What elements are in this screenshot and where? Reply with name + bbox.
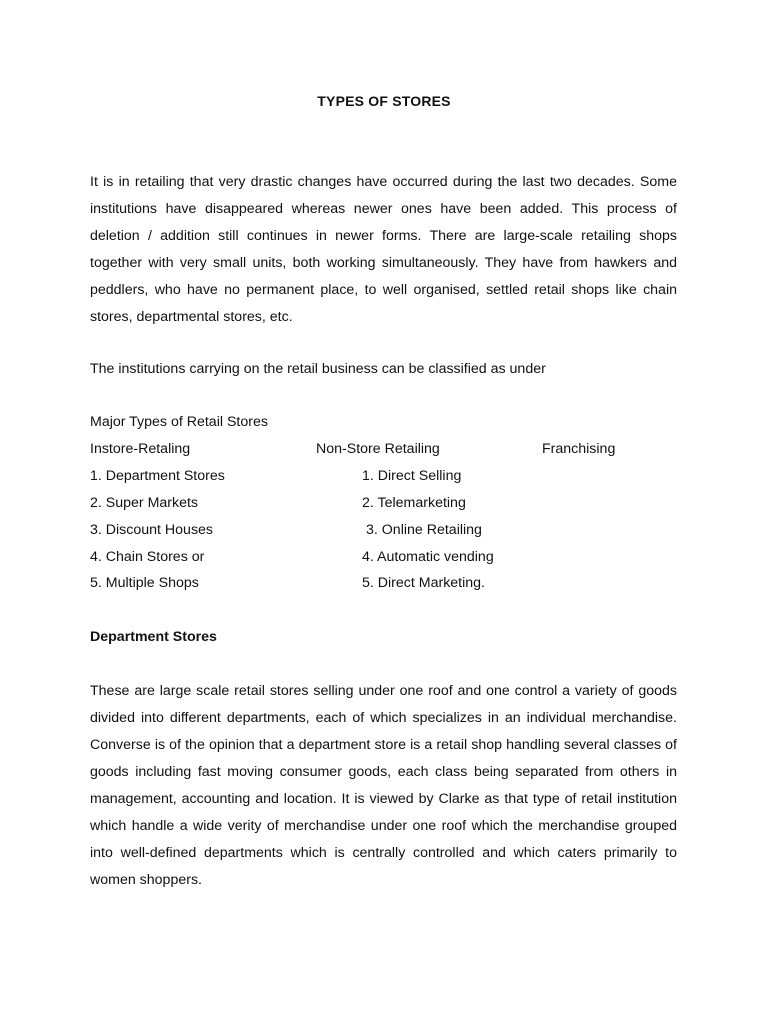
nonstore-item: 5. Direct Marketing. [362, 575, 485, 591]
nonstore-item: 2. Telemarketing [362, 495, 466, 511]
instore-item: 4. Chain Stores or [90, 549, 205, 565]
column-header-franchising: Franchising [542, 441, 616, 457]
section-heading: Department Stores [90, 629, 217, 645]
nonstore-item: 4. Automatic vending [362, 549, 494, 565]
nonstore-item: 3. Online Retailing [366, 522, 482, 538]
instore-item: 5. Multiple Shops [90, 575, 199, 591]
instore-item: 2. Super Markets [90, 495, 199, 511]
instore-item: 3. Discount Houses [90, 522, 214, 538]
instore-item: 1. Department Stores [90, 468, 225, 484]
table-caption: Major Types of Retail Stores [90, 414, 268, 430]
document-title: TYPES OF STORES [317, 93, 451, 109]
nonstore-item: 1. Direct Selling [362, 468, 462, 484]
column-header-instore: Instore-Retaling [90, 441, 191, 457]
intro-paragraph: It is in retailing that very drastic changes have occurred during the last two decades. Some institutions have disappeared whereas newer ones have been added. This process of deletion / addition still continues in newer forms. There are large-scale retailing shops together with very small units, both working simultaneously. They have from hawkers and peddlers, who have no permanent place, to well organised, settled retail shops like chain stores, departmental stores, etc. [90, 174, 677, 325]
classification-paragraph: The institutions carrying on the retail business can be classified as under [90, 361, 546, 377]
department-stores-paragraph: These are large scale retail stores selling under one roof and one control a variety of goods divided into different departments, each of which specializes in an individual merchandise. Converse is of the opinion that a department store is a retail shop handling several classes of goods including fast moving consumer goods, each class being separated from others in management, accounting and location. It is viewed by Clarke as that type of retail institution which handle a wide verity of merchandise under one roof which the merchandise grouped into well-defined departments which is centrally controlled and which caters primarily to women shoppers. [90, 683, 677, 888]
column-header-nonstore: Non-Store Retailing [316, 441, 440, 457]
